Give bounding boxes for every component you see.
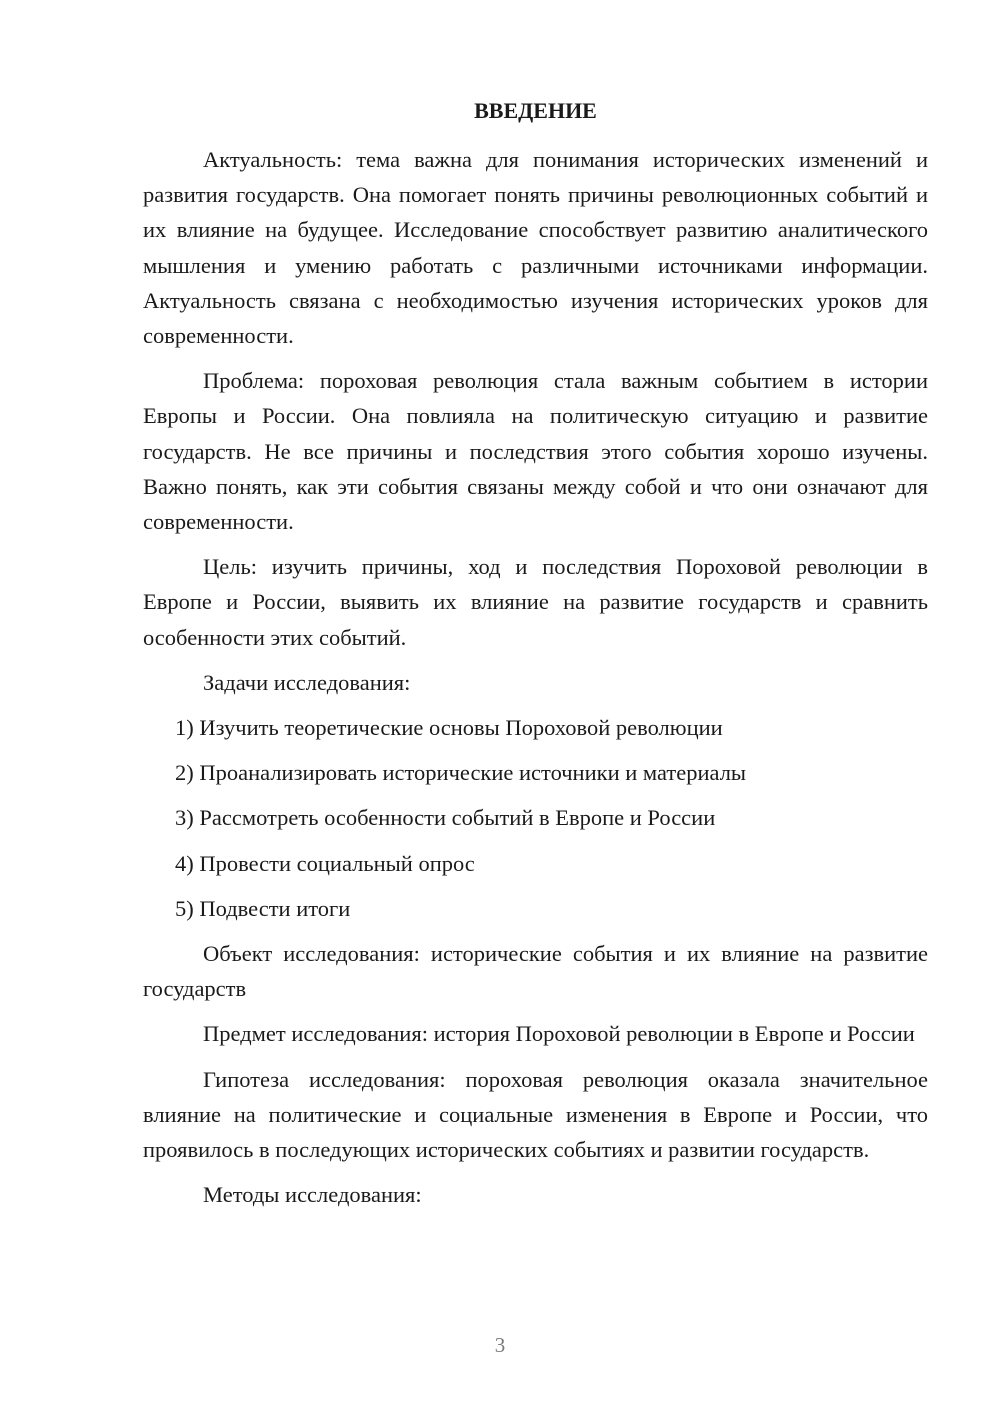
paragraph-goal: Цель: изучить причины, ход и последствия Пороховой революции в Европе и России, выявить их влияние на развитие государств и сравнить особенности этих событий. (143, 554, 928, 650)
paragraph-hypothesis: Гипотеза исследования: пороховая революция оказала значительное влияние на политические и социальные изменения в Европе и России, что проявилось в последующих исторических событиях и развитии государств. (143, 1066, 928, 1163)
list-item: 1) Изучить теоретические основы Пороховой революции (175, 715, 723, 741)
paragraph-object: Объект исследования: исторические события и их влияние на развитие государств (143, 941, 928, 1002)
list-item: 5) Подвести итоги (175, 895, 351, 921)
list-item: 2) Проанализировать исторические источники и материалы (175, 760, 747, 786)
list-item: 3) Рассмотреть особенности событий в Европе и России (175, 805, 716, 831)
paragraph-problem: Проблема: пороховая революция стала важным событием в истории Европы и России. Она повлияла на политическую ситуацию и развитие государств. Не все причины и последствия этого события хорошо изучены. Важно понять, как эти события связаны между собой и что они означают для современности. (143, 368, 928, 535)
document-body (143, 142, 928, 1222)
paragraph-methods: Методы исследования: (203, 1182, 422, 1208)
list-item: 4) Провести социальный опрос (175, 850, 475, 876)
paragraph-subject: Предмет исследования: история Пороховой революции в Европе и России (203, 1021, 915, 1047)
task-list (143, 710, 928, 926)
paragraph-relevance: Актуальность: тема важна для понимания исторических изменений и развития государств. Она помогает понять причины революционных событий и их влияние на будущее. Исследование способствует развитию аналитического мышления и умению работать с различными источниками информации. Актуальность связана с необходимостью изучения исторических уроков для современности. (143, 147, 928, 349)
paragraph-tasks-heading: Задачи исследования: (203, 669, 411, 695)
page-number: 3 (494, 1333, 506, 1357)
page-title: ВВЕДЕНИЕ (474, 98, 597, 123)
